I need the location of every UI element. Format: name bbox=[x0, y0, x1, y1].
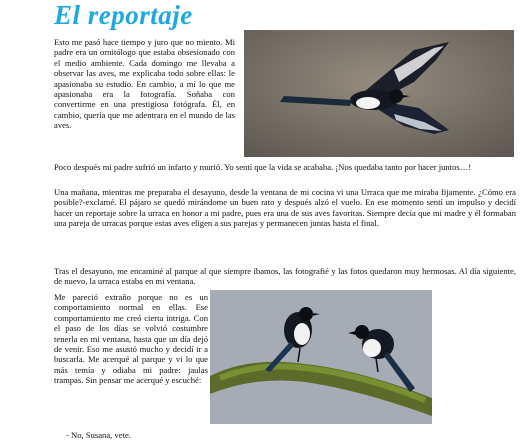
paragraph-traps: Me pareció extraño porque no es un comportamiento normal en ellas. Ese comportamiento me creó cierta intriga. Con el paso de los días se volvió costumbre tenerla en mi ventana, hasta que un día dejó de venir. Eso me asustó mucho y decidí ir a buscarla. Me acerqué al parque y vi lo que más temía y odiaba mi padre: jaulas trampas. Sin pensar me acerqué y escuché: bbox=[54, 292, 208, 386]
dialogue-line: - No, Susana, vete. bbox=[66, 430, 131, 440]
paragraph-death: Poco después mi padre sufrió un infarto y murió. Yo sentí que la vida se acababa. ¡Nos quedaba tanto por hacer juntos…! bbox=[54, 162, 472, 172]
paragraph-intro: Esto me pasó hace tiempo y juro que no miento. Mi padre era un ornitólogo que estaba obsesionado con el medio ambiente. Cada domingo me llevaba a observar las aves, me explicaba todo sobre ellas: le apasionaba su estudio. En cambio, a mí lo que me apasionaba era la fotografía. Soñaba con convertirme en una prestigiosa fotógrafa. Él, en cambio, quería que me adentrara en el mundo de las aves. bbox=[54, 37, 235, 131]
perched-magpies-photo bbox=[210, 290, 432, 424]
flying-magpie-photo bbox=[244, 30, 514, 157]
paragraph-park: Tras el desayuno, me encaminé al parque al que siempre íbamos, las fotografié y las fotos quedaron muy hermosas. Al día siguiente, de nuevo, la urraca estaba en mi ventana. bbox=[54, 266, 516, 287]
paragraph-magpie-window: Una mañana, mientras me preparaba el desayuno, desde la ventana de mi cocina vi una Urraca que me miraba fijamente. ¿Cómo era posible?-exclamé. El pájaro se quedó mirándome un buen rato y después alzó el vuelo. En ese momento sentí un impulso y decidí hacer un reportaje sobre la urraca en honor a mi padre, pues era una de sus aves favoritas. Siempre decía que mi madre y él formaban una pareja de urracas porque estas aves eligen a sus parejas y permanecen juntas hasta el final. bbox=[54, 187, 516, 229]
page-title: El reportaje bbox=[54, 0, 193, 30]
